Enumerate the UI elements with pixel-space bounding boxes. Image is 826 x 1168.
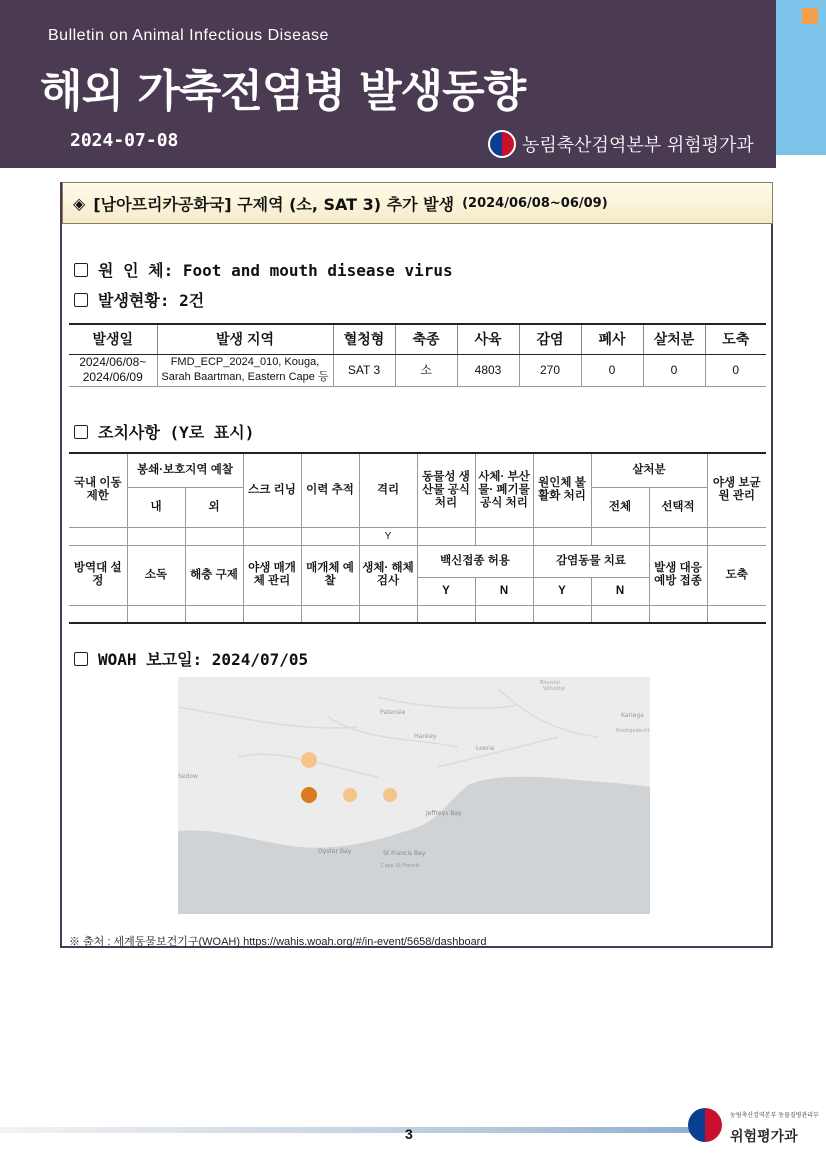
map-label-witteklip: Witteklip: [543, 686, 566, 692]
culled-cell: 0: [643, 354, 705, 386]
map-label-kariega: Kariega: [621, 712, 644, 719]
map-label-nooitgedacht: Nooitgedacht: [616, 728, 650, 734]
column-header: 발생 지역: [157, 324, 333, 354]
diamond-icon: ◈: [73, 193, 86, 213]
column-header: 발생일: [69, 324, 157, 354]
government-logo-icon: [688, 1108, 722, 1142]
header-tracing: 이력 추적: [301, 453, 359, 527]
header-vaccination-permitted: 백신접종 허용: [417, 545, 533, 577]
outbreak-table: [69, 323, 766, 387]
footer-department: 위험평가과: [730, 1129, 798, 1145]
report-date-range: (2024/06/08~06/09): [462, 195, 608, 211]
checkbox-square-icon: [74, 652, 88, 666]
outbreak-marker[interactable]: [343, 788, 357, 802]
report-date: 2024-07-08: [70, 130, 179, 151]
table-row: [69, 354, 766, 386]
outbreak-map[interactable]: [178, 677, 650, 914]
header-wildlife-reservoir: 야생 보균원 관리: [707, 453, 766, 527]
page-title: 해외 가축전염병 발생동향: [40, 66, 526, 117]
pathogen-text: 원 인 체: Foot and mouth disease virus: [98, 261, 453, 280]
outbreak-marker[interactable]: [301, 787, 317, 803]
measures-heading: [74, 420, 254, 443]
header-slaughter: 도축: [707, 545, 766, 605]
header-zoning: 방역대 설정: [69, 545, 127, 605]
page-number: 3: [405, 1126, 413, 1142]
measures-table: [69, 452, 766, 624]
header-treatment: 감염동물 치료: [533, 545, 649, 577]
measures-value-row: [69, 527, 766, 545]
header-disinfection: 소독: [127, 545, 185, 605]
column-header: 폐사: [581, 324, 643, 354]
header-vaccination-no: N: [475, 577, 533, 605]
map-label-blouvlei: Blouvlei: [540, 680, 560, 686]
column-header: 축종: [395, 324, 457, 354]
header-official-product-disposal: 동물성 생산물 공식 처리: [417, 453, 475, 527]
outbreak-marker[interactable]: [383, 788, 397, 802]
agency-name: 농림축산검역본부 위험평가과: [522, 135, 754, 156]
map-label-st-francis: St Francis Bay: [383, 850, 426, 857]
slaughtered-cell: 0: [705, 354, 766, 386]
pathogen-line: [74, 258, 453, 281]
header-vector-surveillance: 매개체 예찰: [301, 545, 359, 605]
map-label-loerie: Loerie: [476, 745, 495, 752]
report-title-bar: [62, 182, 773, 224]
checkbox-square-icon: [74, 263, 88, 277]
agency-label: [488, 130, 754, 158]
cases-cell: 270: [519, 354, 581, 386]
map-label-cape-st-francis: Cape St Francis: [381, 863, 420, 869]
woah-report-text: WOAH 보고일: 2024/07/05: [98, 650, 309, 669]
header-stamping-selective: 선택적: [649, 487, 707, 527]
header-pathogen-inactivation: 원인체 불활화 처리: [533, 453, 591, 527]
header-quarantine: 격리: [359, 453, 417, 527]
map-label-hankey: Hankey: [414, 733, 437, 740]
header-stamping-all: 전체: [591, 487, 649, 527]
outbreak-region: FMD_ECP_2024_010, Kouga, Sarah Baartman, Eastern Cape 등: [157, 354, 333, 386]
header-official-carcass-disposal: 사체· 부산물· 폐기물 공식 처리: [475, 453, 533, 527]
outbreak-marker[interactable]: [301, 752, 317, 768]
header-treatment-no: N: [591, 577, 649, 605]
column-header: 혈청형: [333, 324, 395, 354]
column-header: 감염: [519, 324, 581, 354]
species-cell: 소: [395, 354, 457, 386]
column-header: 사육: [457, 324, 519, 354]
woah-report-line: [74, 647, 308, 670]
column-header: 살처분: [643, 324, 705, 354]
footer-org-name: 농림축산검역본부 동물질병관리부: [730, 1112, 819, 1119]
header-ante-post-mortem: 생체· 해체 검사: [359, 545, 417, 605]
checkbox-square-icon: [74, 293, 88, 307]
header-response-vaccination: 발생 대응 예방 접종: [649, 545, 707, 605]
measures-value-row: [69, 605, 766, 623]
population-cell: 4803: [457, 354, 519, 386]
government-logo-icon: [488, 130, 516, 158]
map-label-oyster-bay: Oyster Bay: [318, 848, 352, 855]
header-wild-vector-control: 야생 매개체 관리: [243, 545, 301, 605]
header-treatment-yes: Y: [533, 577, 591, 605]
side-tab: [776, 0, 826, 155]
table-header-row: [69, 324, 766, 354]
report-title: [남아프리카공화국] 구제역 (소, SAT 3) 추가 발생: [93, 194, 455, 214]
report-header: [0, 0, 776, 168]
header-zone-outside: 외: [185, 487, 243, 527]
deaths-cell: 0: [581, 354, 643, 386]
column-header: 도축: [705, 324, 766, 354]
header-vaccination-yes: Y: [417, 577, 475, 605]
outbreak-count-line: [74, 288, 204, 311]
header-movement-restriction: 국내 이동 제한: [69, 453, 127, 527]
outbreak-report-box: [60, 182, 773, 948]
map-label-sedow: Sedow: [178, 773, 198, 780]
source-citation: ※ 출처 : 세계동물보건기구(WOAH) https://wahis.woah.org/#/in-event/5658/dashboard: [69, 936, 487, 948]
measures-heading-text: 조치사항 (Y로 표시): [98, 423, 255, 442]
header-zone-inside: 내: [127, 487, 185, 527]
header-stamping-out: 살처분: [591, 453, 707, 487]
header-pest-control: 해충 구제: [185, 545, 243, 605]
footer-divider: [0, 1127, 690, 1133]
outbreak-count-text: 발생현황: 2건: [98, 291, 205, 310]
map-label-jeffreys-bay: Jeffreys Bay: [426, 810, 462, 817]
serotype-cell: SAT 3: [333, 354, 395, 386]
map-label-patensie: Patensie: [380, 709, 406, 716]
quarantine-value: Y: [359, 527, 417, 545]
outbreak-date: 2024/06/08~ 2024/06/09: [69, 354, 157, 386]
bulletin-subtitle: Bulletin on Animal Infectious Disease: [48, 27, 329, 44]
header-screening: 스크 리닝: [243, 453, 301, 527]
side-tab-marker: [802, 8, 818, 24]
map-canvas: [178, 677, 650, 914]
checkbox-square-icon: [74, 425, 88, 439]
header-zone-surveillance: 봉쇄·보호지역 예찰: [127, 453, 243, 487]
